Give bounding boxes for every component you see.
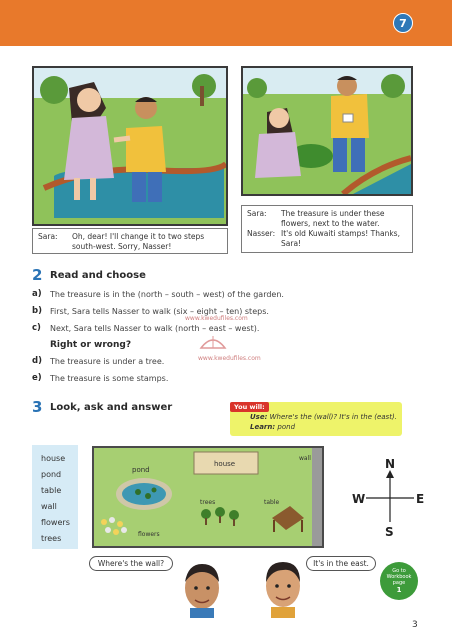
workbook-page-number: 1 (396, 585, 402, 594)
watermark-text: www.kwedufiles.com (185, 315, 248, 322)
speech-text: Oh, dear! I'll change it to two steps south-west. Sorry, Nasser! (72, 232, 205, 252)
section-title: Read and choose (50, 270, 146, 281)
story-picture-1 (32, 66, 228, 226)
watermark-text: www.kwedufiles.com (198, 355, 261, 362)
map-label-trees: trees (200, 499, 216, 506)
question-text: The treasure is some stamps. (50, 374, 169, 383)
top-color-bar (0, 0, 452, 46)
question-text: The treasure is in the (north – south – west) of the garden. (50, 290, 284, 299)
compass-east-label: E (416, 492, 425, 506)
map-label-table: table (264, 499, 280, 506)
question-speech-bubble: Where's the wall? (89, 556, 173, 571)
section-title: Look, ask and answer (50, 402, 173, 413)
boy-face-illustration (178, 558, 226, 618)
compass-west-label: W (352, 492, 366, 506)
question-letter: d) (32, 356, 42, 366)
workbook-line: Go to (392, 567, 406, 574)
story-picture-2 (241, 66, 413, 196)
question-text: Next, Sara tells Nasser to walk (north – east – west). (50, 324, 260, 333)
learn-text: pond (277, 423, 296, 431)
workbook-line: page (392, 579, 406, 586)
vocab-word: house (41, 454, 66, 463)
use-label: Use: (250, 413, 268, 421)
vocab-word: trees (41, 534, 62, 543)
story-caption-1 (32, 228, 228, 254)
compass-north-label: N (385, 458, 396, 471)
question-letter: a) (32, 289, 42, 299)
vocab-word: wall (41, 502, 57, 511)
map-label-flowers: flowers (138, 531, 160, 538)
page-number: 3 (412, 620, 418, 630)
question-letter: c) (32, 323, 41, 333)
second-boy-face-illustration (258, 556, 308, 618)
map-label-pond: pond (132, 466, 150, 474)
question-text: The treasure is under a tree. (50, 357, 165, 366)
question-text: First, Sara tells Nasser to walk (six – eight – ten) steps. (50, 307, 269, 316)
use-text: Where's the (wall)? It's in the (east). (269, 413, 397, 421)
speech-text: The treasure is under these flowers, next to the water. (281, 209, 385, 229)
map-label-house: house (214, 460, 236, 468)
speaker-name: Sara: (247, 209, 267, 218)
map-label-wall: wall (299, 455, 311, 462)
question-letter: b) (32, 306, 42, 316)
caption-line (38, 232, 222, 252)
compass-rose (350, 458, 430, 538)
caption-line (247, 229, 407, 249)
unit-number-badge: 7 (393, 13, 413, 33)
speech-text: It's old Kuwaiti stamps! Thanks, Sara! (281, 229, 400, 249)
vocab-word: table (41, 486, 62, 495)
learn-label: Learn: (250, 423, 276, 431)
subheading: Right or wrong? (50, 340, 132, 350)
answer-speech-bubble: It's in the east. (306, 556, 376, 571)
wall-shape (312, 448, 322, 546)
use-line (250, 413, 397, 421)
north-arrow-icon (386, 470, 394, 478)
vocabulary-box (32, 445, 78, 549)
speaker-name: Sara: (38, 232, 58, 241)
vocab-word: flowers (41, 518, 70, 527)
compass-south-label: S (385, 525, 394, 538)
speaker-name: Nasser: (247, 229, 276, 239)
story-caption-2 (241, 205, 413, 253)
workbook-line: Workbook (386, 573, 412, 580)
vocab-word: pond (41, 470, 62, 479)
learn-line (250, 423, 295, 431)
caption-line (247, 209, 407, 229)
section-number: 3 (32, 398, 43, 416)
pond-shape (122, 483, 166, 505)
garden-map (92, 446, 324, 548)
question-letter: e) (32, 373, 42, 383)
section-number: 2 (32, 266, 43, 284)
workbook-link-badge[interactable] (380, 562, 418, 600)
watermark-logo-icon (198, 330, 228, 352)
you-will-tag: You will: (230, 402, 269, 412)
